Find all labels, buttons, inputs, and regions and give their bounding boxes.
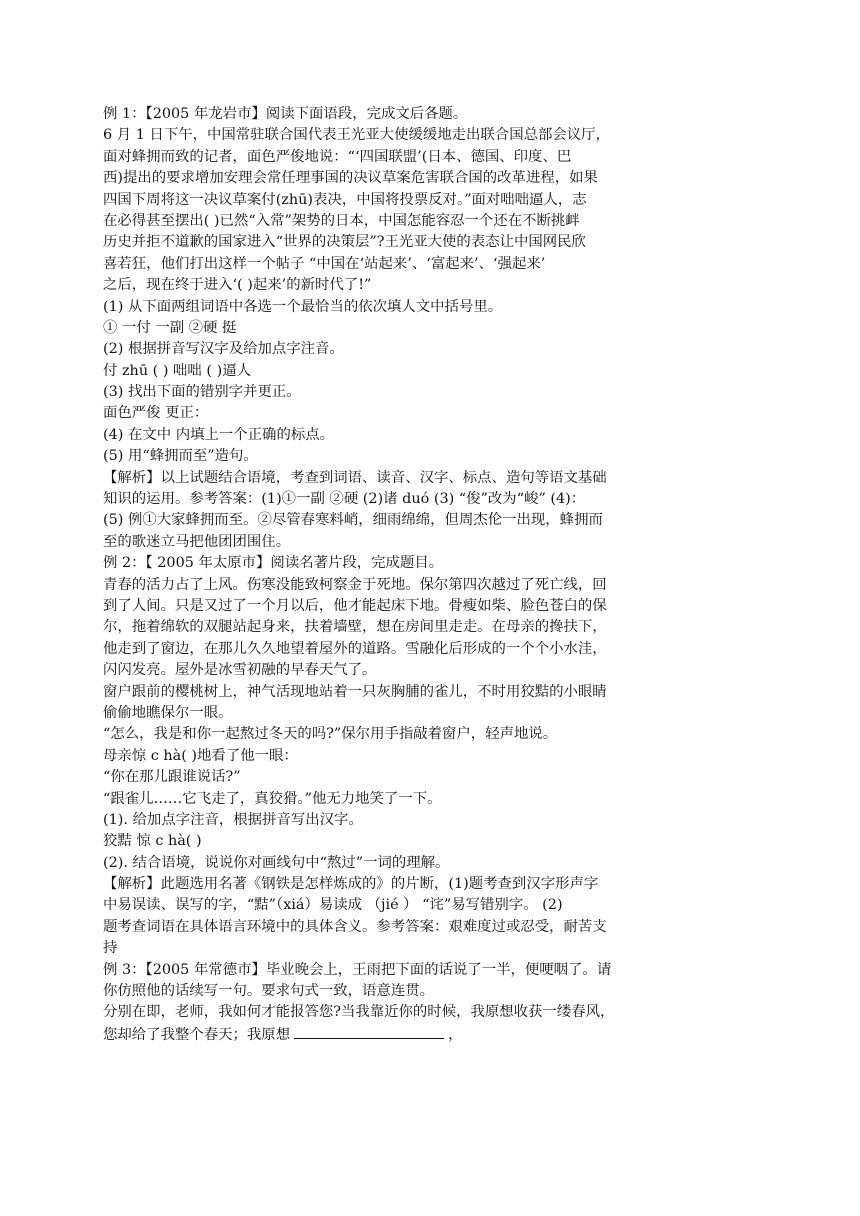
text-line: 付 zhū ( ) 咄咄 ( )逼人	[103, 362, 251, 379]
text-line: 西)提出的要求增加安理会常任理事国的决议草案危害联合国的改革进程，如果	[103, 170, 598, 187]
text-line: 窗户跟前的樱桃树上，神气活现地站着一只灰胸脯的雀儿，不时用狡黠的小眼睛	[103, 683, 607, 700]
text-line: 狡黠 惊 c hà( )	[103, 833, 202, 850]
text-line: (2) 根据拼音写汉字及给加点字注音。	[103, 341, 344, 358]
text-line: 【解析】此题选用名著《钢铁是怎样炼成的》的片断，(1)题考查到汉字形声字	[103, 876, 599, 893]
text-line: (3) 找出下面的错别字并更正。	[103, 384, 301, 401]
text-line: 例 1：【2005 年龙岩市】阅读下面语段，完成文后各题。	[103, 106, 468, 122]
text-line: 之后，现在终于进入‘( )起来’的新时代了!”	[103, 277, 372, 294]
text-line: 你仿照他的话续写一句。要求句式一致，语意连贯。	[103, 983, 434, 1000]
document-body	[103, 104, 758, 1045]
text-line: 喜若狂，他们打出这样一个帖子 “中国在‘站起来’、‘富起来’、‘强起来’	[103, 255, 546, 272]
text-line: 四国下周将这一决议草案付(zhū)表决，中国将投票反对。”面对咄咄逼人，志	[103, 191, 587, 208]
text-line: 面色严俊 更正：	[103, 405, 209, 422]
text-line: 在必得甚至摆出( )已然“入常”架势的日本，中国怎能容忍一个还在不断挑衅	[103, 212, 580, 229]
text-line: (1) 从下面两组词语中各选一个最恰当的依次填人文中括号里。	[103, 298, 503, 315]
text-line: 持	[103, 940, 118, 957]
text-line: 偷偷地瞧保尔一眼。	[103, 704, 233, 721]
text-line: 闪闪发亮。屋外是冰雪初融的早春天气了。	[103, 662, 377, 679]
text-line: 青春的活力占了上风。伤寒没能致柯察金于死地。保尔第四次越过了死亡线，回	[103, 576, 607, 593]
text-line: ① 一付 一副 ②硬 挺	[103, 319, 237, 336]
text-line: (4) 在文中 内填上一个正确的标点。	[103, 426, 335, 443]
text-line: (5) 例①大家蜂拥而至。②尽管春寒料峭，细雨绵绵，但周杰伦一出现，蜂拥而	[103, 512, 603, 529]
last-line-suffix: ，	[448, 1026, 463, 1043]
text-line: (5) 用“蜂拥而至”造句。	[103, 448, 258, 465]
text-line: “跟雀儿……它飞走了，真狡猾。”他无力地笑了一下。	[103, 790, 442, 807]
text-line: 例 2：【 2005 年太原市】阅读名著片段，完成题目。	[103, 555, 444, 572]
text-line: 母亲惊 c hà( )地看了他一眼：	[103, 747, 298, 764]
text-line: 例 3：【2005 年常德市】毕业晚会上，王雨把下面的话说了一半，便哽咽了。请	[103, 961, 612, 978]
text-line: 【解析】以上试题结合语境，考查到词语、读音、汉字、标点、造句等语文基础	[103, 469, 607, 486]
text-line: 面对蜂拥而致的记者，面色严俊地说：“‘四国联盟’(日本、德国、印度、巴	[103, 148, 572, 165]
text-line-last	[103, 1024, 758, 1045]
last-line-prefix: 您却给了我整个春天；我原想	[103, 1026, 291, 1043]
answer-blank[interactable]	[294, 1024, 444, 1039]
text-line: 他走到了窗边，在那儿久久地望着屋外的道路。雪融化后形成的一个个小水洼，	[103, 640, 607, 657]
text-line: 尔，拖着绵软的双腿站起身来，扶着墙壁，想在房间里走走。在母亲的搀扶下，	[103, 619, 607, 636]
text-line: 到了人间。只是又过了一个月以后，他才能起床下地。骨瘦如柴、脸色苍白的保	[103, 597, 607, 614]
text-line: “你在那儿跟谁说话?”	[103, 769, 241, 786]
text-line: 历史并拒不道歉的国家进入“世界的决策层”?王光亚大使的表态让中国网民欣	[103, 234, 586, 251]
text-line: “怎么，我是和你一起熬过冬天的吗?”保尔用手指敲着窗户，轻声地说。	[103, 726, 558, 743]
text-line: 分别在即，老师，我如何才能报答您?当我靠近你的时候，我原想收获一缕春风，	[103, 1004, 615, 1021]
text-line: (1). 给加点字注音，根据拼音写出汉字。	[103, 811, 363, 828]
text-line: 至的歌迷立马把他团团围住。	[103, 533, 291, 550]
text-line: (2). 结合语境，说说你对画线句中“熬过”一词的理解。	[103, 854, 450, 871]
text-line: 6 月 1 日下午，中国常驻联合国代表王光亚大使缓缓地走出联合国总部会议厅，	[103, 127, 610, 144]
text-line: 中易误读、误写的字，“黠”（xiá）易读成 （jié ） “诧”易写错别字。 (2)	[103, 897, 563, 914]
text-line: 题考查词语在具体语言环境中的具体含义。参考答案：艰难度过或忍受，耐苦支	[103, 918, 607, 935]
text-line: 知识的运用。参考答案：(1)①一副 ②硬 (2)诸 duó (3) “俊”改为“峻” (4)：	[103, 491, 586, 508]
